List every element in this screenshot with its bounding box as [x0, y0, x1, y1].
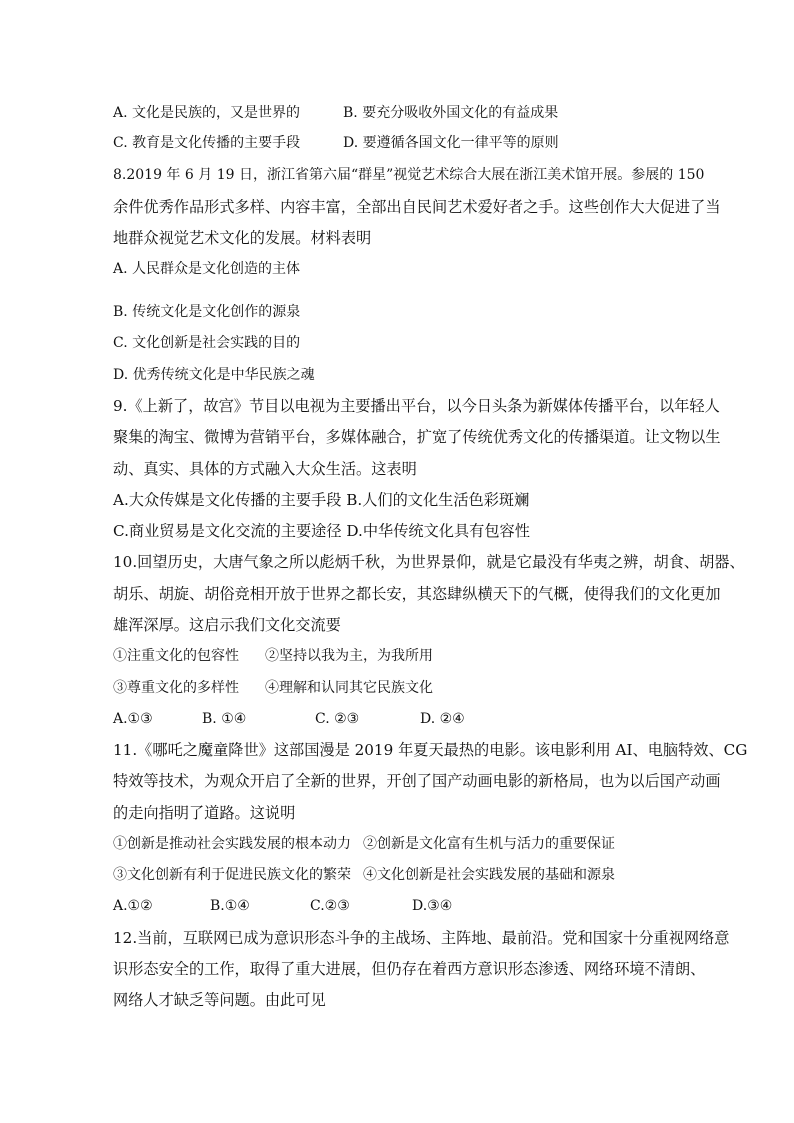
q7-option-a: A. 文化是民族的，又是世界的: [113, 105, 301, 121]
q10-choice-d: D. ②④: [420, 711, 465, 727]
q9-options-ab: A.大众传媒是文化传播的主要手段 B.人们的文化生活色彩斑斓: [113, 491, 530, 509]
q9-options-cd: C.商业贸易是文化交流的主要途径 D.中华传统文化具有包容性: [113, 522, 530, 540]
q10-choice-b: B. ①④: [202, 711, 247, 727]
q11-item-2: ②创新是文化富有生机与活力的重要保证: [363, 836, 615, 852]
q8-stem-line-3: 地群众视觉艺术文化的发展。材料表明: [113, 229, 372, 247]
q11-items-12: [113, 834, 615, 854]
q7-option-c: C. 教育是文化传播的主要手段: [113, 135, 301, 151]
q8-option-a: A. 人民群众是文化创造的主体: [113, 261, 301, 277]
q10-item-4: ④理解和认同其它民族文化: [265, 680, 433, 696]
q10-items-34: [113, 678, 433, 698]
q8-option-d: D. 优秀传统文化是中华民族之魂: [113, 367, 315, 383]
q8-option-c: C. 文化创新是社会实践的目的: [113, 335, 301, 351]
q11-stem-line-2: 特效等技术，为观众开启了全新的世界，开创了国产动画电影的新格局，也为以后国产动画: [113, 772, 721, 790]
q9-stem-line-3: 动、真实、具体的方式融入大众生活。这表明: [113, 460, 417, 478]
q10-item-2: ②坚持以我为主，为我所用: [265, 648, 433, 664]
q11-item-1: ①创新是推动社会实践发展的根本动力: [113, 836, 351, 852]
q11-choice-c: C.②③: [310, 898, 350, 914]
q10-choices: [113, 709, 465, 729]
q11-choice-b: B.①④: [210, 898, 250, 914]
q10-item-1: ①注重文化的包容性: [113, 648, 239, 664]
q12-stem-line-1: 12.当前，互联网已成为意识形态斗争的主战场、主阵地、最前沿。党和国家十分重视网络意: [113, 929, 730, 947]
q11-items-34: [113, 865, 615, 885]
q10-stem-line-1: 10.回望历史，大唐气象之所以彪炳千秋，为世界景仰，就是它最没有华夷之辨，胡食、胡器、: [113, 553, 745, 571]
q10-stem-line-3: 雄浑深厚。这启示我们文化交流要: [113, 616, 341, 634]
q7-options-cd: [113, 133, 559, 153]
q8-stem-line-1: 8.2019 年 6 月 19 日，浙江省第六届“群星”视觉艺术综合大展在浙江美术馆开展。参展的 150: [113, 167, 705, 183]
q8-option-b: B. 传统文化是文化创作的源泉: [113, 304, 301, 320]
q12-stem-line-3: 网络人才缺乏等问题。由此可见: [113, 991, 326, 1009]
q11-stem-line-1: 11.《哪吒之魔童降世》这部国漫是 2019 年夏天最热的电影。该电影利用 AI、电脑特效、CG: [113, 741, 748, 759]
q7-option-b: B. 要充分吸收外国文化的有益成果: [343, 105, 559, 121]
q11-item-3: ③文化创新有利于促进民族文化的繁荣: [113, 867, 351, 883]
q10-items-12: [113, 646, 433, 666]
q9-stem-line-2: 聚集的淘宝、微博为营销平台，多媒体融合，扩宽了传统优秀文化的传播渠道。让文物以生: [113, 428, 721, 446]
q12-stem-line-2: 识形态安全的工作，取得了重大进展，但仍存在着西方意识形态渗透、网络环境不清朗、: [113, 960, 706, 978]
q8-stem-line-2: 余件优秀作品形式多样、内容丰富，全部出自民间艺术爱好者之手。这些创作大大促进了当: [113, 198, 721, 216]
q10-choice-a: A.①③: [113, 711, 153, 727]
q10-choice-c: C. ②③: [315, 711, 360, 727]
q7-option-d: D. 要遵循各国文化一律平等的原则: [343, 135, 559, 151]
q11-choice-d: D.③④: [412, 898, 453, 914]
q10-item-3: ③尊重文化的多样性: [113, 680, 239, 696]
q10-stem-line-2: 胡乐、胡旋、胡俗竞相开放于世界之都长安，其恣肆纵横天下的气概，使得我们的文化更加: [113, 585, 721, 603]
q11-item-4: ④文化创新是社会实践发展的基础和源泉: [363, 867, 615, 883]
q11-stem-line-3: 的走向指明了道路。这说明: [113, 804, 296, 822]
q11-choice-a: A.①②: [113, 898, 153, 914]
q9-stem-line-1: 9.《上新了，故宫》节目以电视为主要播出平台，以今日头条为新媒体传播平台，以年轻人: [113, 397, 720, 415]
q7-options-ab: [113, 103, 558, 123]
q11-choices: [113, 896, 452, 916]
